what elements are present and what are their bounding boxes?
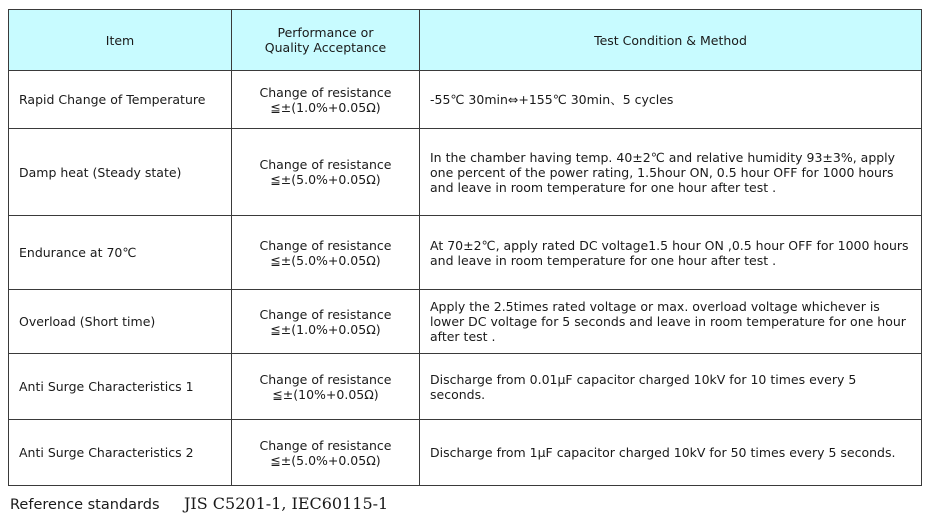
table-header-row <box>9 10 922 71</box>
row-performance <box>232 354 420 420</box>
header-performance-line2: Quality Acceptance <box>264 40 387 55</box>
row-item: Overload (Short time) <box>9 290 232 354</box>
table-row <box>9 129 922 216</box>
reference-standards-value: JIS C5201-1, IEC60115-1 <box>184 494 389 513</box>
row-condition <box>420 290 922 354</box>
reference-standards-label: Reference standards <box>10 497 160 513</box>
row-item: Damp heat (Steady state) <box>9 129 232 216</box>
condition-line: At 70±2℃, apply rated DC voltage1.5 hour ON ,0.5 hour OFF for 1000 hours <box>430 237 909 253</box>
perf-line2: ≦±(10%+0.05Ω) <box>272 386 379 402</box>
condition-line: -55℃ 30min⇔+155℃ 30min、5 cycles <box>430 92 674 107</box>
perf-line1: Change of resistance <box>259 157 392 172</box>
perf-line2: ≦±(5.0%+0.05Ω) <box>270 252 381 268</box>
table-row <box>9 354 922 420</box>
row-condition <box>420 420 922 486</box>
perf-line1: Change of resistance <box>259 84 392 100</box>
row-item: Anti Surge Characteristics 2 <box>9 420 232 486</box>
test-spec-table <box>8 9 922 486</box>
header-performance-line1: Performance or <box>277 25 374 40</box>
row-item: Rapid Change of Temperature <box>9 71 232 129</box>
row-condition <box>420 71 922 129</box>
condition-line: and leave in room temperature for one hour after test . <box>430 252 777 268</box>
perf-line1: Change of resistance <box>259 371 392 387</box>
header-performance <box>232 10 420 71</box>
condition-line: Discharge from 0.01μF capacitor charged 10kV for 10 times every 5 seconds. <box>430 371 857 402</box>
perf-line2: ≦±(5.0%+0.05Ω) <box>270 452 381 468</box>
perf-line2: ≦±(5.0%+0.05Ω) <box>270 172 381 187</box>
perf-line1: Change of resistance <box>259 306 392 322</box>
row-performance <box>232 290 420 354</box>
header-condition <box>420 10 922 71</box>
row-performance <box>232 420 420 486</box>
condition-line: In the chamber having temp. 40±2℃ and relative humidity 93±3%, apply <box>430 149 896 165</box>
condition-line: one percent of the power rating, 1.5hour ON, 0.5 hour OFF for 1000 hours <box>430 164 894 180</box>
table-row <box>9 290 922 354</box>
row-performance <box>232 71 420 129</box>
row-performance <box>232 216 420 290</box>
perf-line2: ≦±(1.0%+0.05Ω) <box>270 99 381 115</box>
condition-line: Discharge from 1μF capacitor charged 10kV for 50 times every 5 seconds. <box>430 445 896 460</box>
header-item-label: Item <box>105 32 135 48</box>
row-condition <box>420 129 922 216</box>
row-performance <box>232 129 420 216</box>
condition-line: lower DC voltage for 5 seconds and leave in room temperature for one hour <box>430 314 906 329</box>
perf-line1: Change of resistance <box>259 237 392 253</box>
row-item: Anti Surge Characteristics 1 <box>9 354 232 420</box>
header-condition-label: Test Condition & Method <box>594 32 747 48</box>
perf-line1: Change of resistance <box>259 437 392 453</box>
condition-line: and leave in room temperature for one hour after test . <box>430 179 777 195</box>
condition-line: Apply the 2.5times rated voltage or max. overload voltage whichever is <box>430 299 880 314</box>
table-row <box>9 420 922 486</box>
row-condition <box>420 354 922 420</box>
table-row <box>9 216 922 290</box>
reference-standards <box>10 494 388 513</box>
header-item <box>9 10 232 71</box>
row-condition <box>420 216 922 290</box>
table-row <box>9 71 922 129</box>
row-item: Endurance at 70℃ <box>9 216 232 290</box>
perf-line2: ≦±(1.0%+0.05Ω) <box>270 321 381 337</box>
condition-line: after test . <box>430 329 496 344</box>
